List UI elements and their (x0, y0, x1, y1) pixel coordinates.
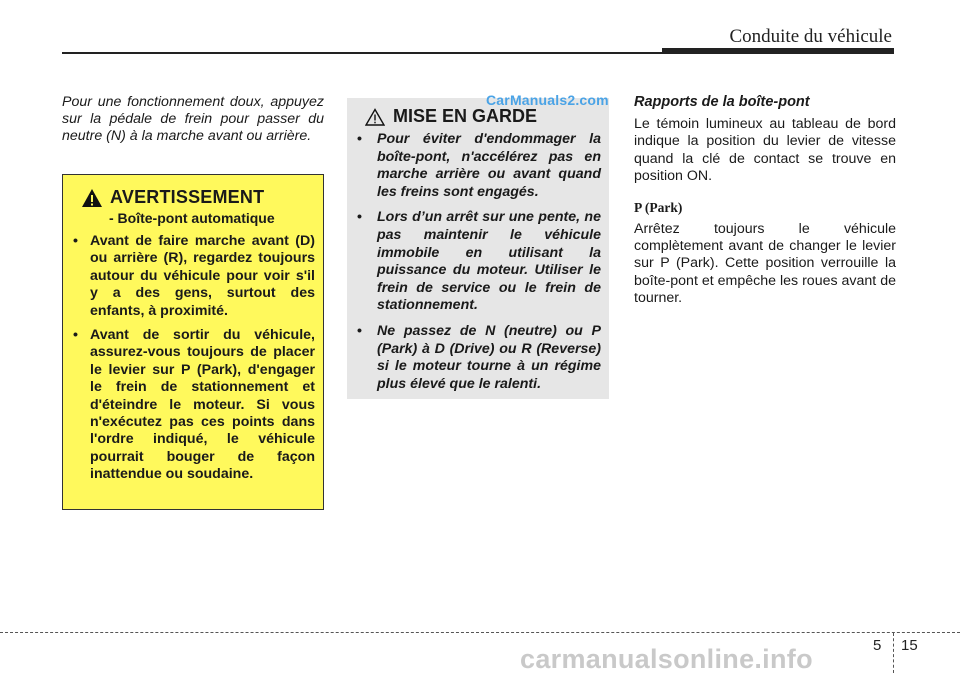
right-column (634, 94, 896, 322)
warning-list (73, 233, 315, 484)
caution-item: • Pour éviter d'endommager la boîte-pont, n'accélérez pas en marche arrière ou avant quand les freins sont engagés. (357, 131, 601, 201)
caution-triangle-icon (365, 108, 385, 126)
park-heading: P (Park) (634, 199, 683, 215)
caution-title: MISE EN GARDE (393, 106, 538, 126)
warning-item: • Avant de sortir du véhicule, assurez-vous toujours de placer le levier sur P (Park), d'engager le frein de stationnement et d'éteindre le moteur. Si vous n'exécutez pas ces points dans l'ordre indiqué, le véhicule pourrait bouger de façon inattendue ou soudaine. (73, 327, 315, 484)
caution-item: • Lors d’un arrêt sur une pente, ne pas maintenir le véhicule immobile en utilisant la puissance du moteur. Utiliser le frein de service ou le frein de stationnement. (357, 209, 601, 315)
footer-divider (0, 632, 960, 633)
warning-header (81, 187, 315, 208)
chapter-number: 5 (873, 637, 882, 654)
section-heading: Rapports de la boîte-pont (634, 94, 810, 110)
page-number: 15 (901, 637, 918, 654)
paragraph: Le témoin lumineux au tableau de bord indique la position du levier de vitesse quand la clé de contact se trouve en position ON. (634, 116, 896, 185)
paragraph: Arrêtez toujours le véhicule complètement avant de changer le levier sur P (Park). Cette position verrouille la boîte-pont et empêche les roues avant de tourner. (634, 220, 896, 307)
caution-list (357, 131, 601, 393)
warning-title: AVERTISSEMENT (110, 187, 265, 207)
carmanuals-watermark-link[interactable]: CarManuals2.com (486, 92, 609, 108)
caution-item: • Ne passez de N (neutre) ou P (Park) à D (Drive) ou R (Reverse) si le moteur tourne à un régime plus élevé que le ralenti. (357, 323, 601, 393)
footer-watermark-link[interactable]: carmanualsonline.info (520, 644, 813, 674)
warning-triangle-icon (81, 188, 103, 208)
warning-subtitle: - Boîte-pont automatique (109, 210, 275, 226)
caution-header (365, 106, 601, 127)
header-bar (662, 48, 894, 54)
header-title: Conduite du véhicule (729, 26, 892, 47)
intro-text: Pour une fonctionnement doux, appuyez sur la pédale de frein pour passer du neutre (N) à la marche avant ou arrière. (62, 94, 324, 145)
header-rule (62, 52, 662, 54)
page-separator (893, 633, 894, 673)
caution-box (347, 98, 609, 399)
warning-box (62, 174, 324, 510)
warning-item: • Avant de faire marche avant (D) ou arrière (R), regardez toujours autour du véhicule pour voir s'il y a des gens, surtout des enfants, à proximité. (73, 233, 315, 320)
